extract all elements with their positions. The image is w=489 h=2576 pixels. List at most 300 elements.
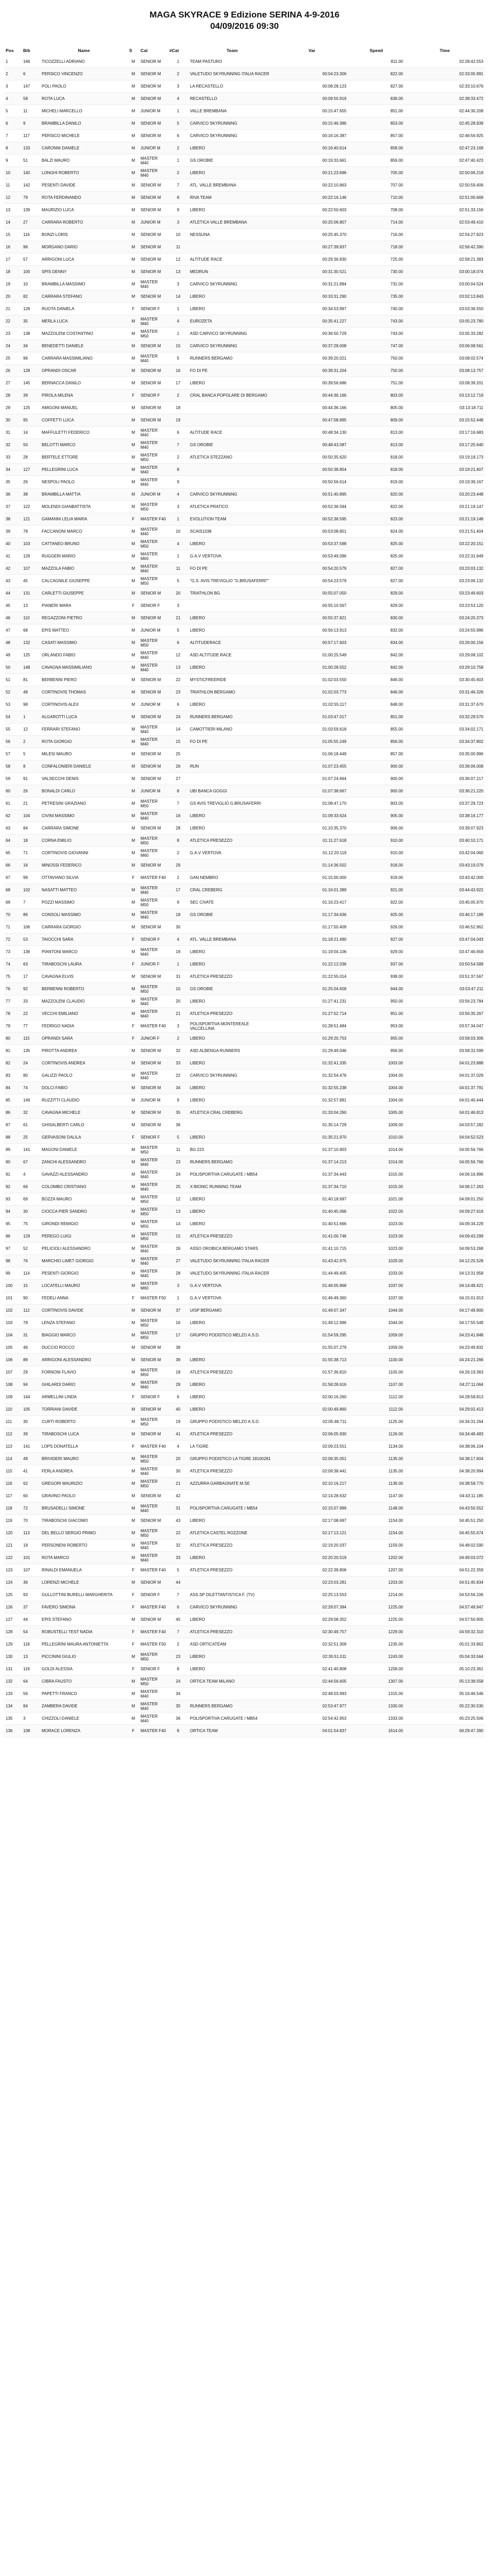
cell-cat: MASTER M40 [139, 1465, 168, 1478]
cell-sex: M [128, 822, 139, 835]
cell-var: 01:27:41.231 [276, 995, 348, 1008]
cell-name: SPIS DENNY [40, 266, 128, 278]
cell-team: ORTICA TEAM MILANO [188, 1675, 276, 1688]
cell-var: 01:37:34.710 [276, 1181, 348, 1193]
cell-sex: M [128, 785, 139, 798]
cell-pos: 72 [4, 934, 22, 946]
cell-cat: MASTER M50 [139, 835, 168, 847]
cell-pos: 114 [4, 1453, 22, 1465]
cell-sex: M [128, 488, 139, 501]
cell-time: 03:56:35.267 [405, 1008, 485, 1020]
cell-sex: M [128, 1218, 139, 1230]
cell-time: 03:17:25.640 [405, 439, 485, 451]
table-row [4, 1280, 485, 1292]
cell-time: 03:39:07.923 [405, 822, 485, 835]
cell-cat: MASTER M50 [139, 1206, 168, 1218]
cell-cat-pos: 11 [168, 241, 188, 253]
table-row [4, 884, 485, 896]
cell-sex: M [128, 563, 139, 575]
cell-name: TAIOCCHI SARA [40, 934, 128, 946]
cell-speed: 1107.00 [348, 1379, 405, 1391]
cell-pos: 87 [4, 1119, 22, 1131]
cell-time: 04:15:01.913 [405, 1292, 485, 1304]
cell-cat-pos: 8 [168, 835, 188, 847]
cell-name: MAZZOLA FABIO [40, 563, 128, 575]
cell-var: 00:48:34.130 [276, 427, 348, 439]
cell-sex: M [128, 1045, 139, 1057]
cell-sex: M [128, 476, 139, 488]
cell-cat: MASTER M60 [139, 847, 168, 859]
cell-time: 02:54:27.923 [405, 229, 485, 241]
cell-sex: M [128, 1156, 139, 1168]
cell-cat: SENIOR M [139, 674, 168, 686]
cell-bib: 30 [22, 1416, 40, 1428]
cell-pos: 1 [4, 56, 22, 68]
cell-pos: 47 [4, 624, 22, 637]
table-row [4, 1168, 485, 1181]
cell-sex: F [128, 1131, 139, 1144]
cell-cat: MASTER F50 [139, 1638, 168, 1651]
cell-speed: 842.00 [348, 649, 405, 662]
cell-cat-pos: 22 [168, 1527, 188, 1539]
cell-bib: 52 [22, 1243, 40, 1255]
cell-name: CIOCCA PIER SANDRO [40, 1206, 128, 1218]
cell-bib: 105 [22, 1403, 40, 1416]
cell-pos: 8 [4, 142, 22, 155]
cell-team: GS AVIS TREVIGLIO G.BRUSAFERRI [188, 798, 276, 810]
cell-team: GS OROBIE [188, 439, 276, 451]
cell-var: 00:35:41.227 [276, 315, 348, 328]
cell-cat-pos: 28 [168, 1267, 188, 1280]
cell-time: 03:19:21.407 [405, 464, 485, 476]
cell-sex: M [128, 216, 139, 229]
cell-cat-pos: 20 [168, 1453, 188, 1465]
cell-cat: MASTER M40 [139, 439, 168, 451]
cell-cat: MASTER M40 [139, 1168, 168, 1181]
cell-var: 01:07:38.667 [276, 785, 348, 798]
cell-team: LIBERO [188, 995, 276, 1008]
cell-cat-pos: 8 [168, 1725, 188, 1737]
cell-cat-pos: 36 [168, 1119, 188, 1131]
cell-sex: M [128, 1243, 139, 1255]
cell-team: ATLETICA PRESEZZO [188, 1539, 276, 1552]
cell-pos: 60 [4, 785, 22, 798]
cell-sex: F [128, 1032, 139, 1045]
cell-sex: M [128, 315, 139, 328]
cell-name: MERLA LUCA [40, 315, 128, 328]
cell-team: G.A.V VERTOVA [188, 550, 276, 563]
cell-team: CARVICO SKYRUNNING [188, 278, 276, 291]
cell-name: AMIGONI MANUEL [40, 402, 128, 414]
cell-var: 02:17:13.121 [276, 1527, 348, 1539]
cell-speed: 1105.00 [348, 1366, 405, 1379]
cell-pos: 56 [4, 736, 22, 748]
cell-team: CARVICO SKYRUNNING [188, 130, 276, 142]
cell-bib: 84 [22, 1700, 40, 1713]
cell-cat: MASTER M40 [139, 1008, 168, 1020]
cell-team: RUNNERS BERGAMO [188, 1156, 276, 1168]
cell-bib: 31 [22, 1329, 40, 1342]
cell-var: 01:40:18.697 [276, 1193, 348, 1206]
cell-team: VALLE BREMBANA [188, 105, 276, 117]
cell-var: 01:00:28.552 [276, 662, 348, 674]
cell-speed: 832.00 [348, 624, 405, 637]
cell-name: CORTINOVIS GIOVANNI [40, 847, 128, 859]
cell-name: BERBENNI ROBERTO [40, 983, 128, 995]
cell-time: 03:51:37.567 [405, 971, 485, 983]
cell-name: GOLDI ALESSIA [40, 1663, 128, 1675]
cell-name: CIVINI MASSIMO [40, 810, 128, 822]
cell-time: 03:36:21.220 [405, 785, 485, 798]
cell-cat: MASTER M40 [139, 1267, 168, 1280]
cell-name: PERSONENI ROBERTO [40, 1539, 128, 1552]
cell-speed: 809.00 [348, 414, 405, 427]
cell-time: 04:06:16.996 [405, 1168, 485, 1181]
cell-pos: 18 [4, 266, 22, 278]
cell-time: 04:38:58.770 [405, 1478, 485, 1490]
cell-pos: 49 [4, 649, 22, 662]
cell-bib: 106 [22, 921, 40, 934]
cell-speed: 1022.00 [348, 1206, 405, 1218]
cell-sex: M [128, 451, 139, 464]
cell-var: 00:22:16.146 [276, 192, 348, 204]
cell-var: 00:53:37.598 [276, 538, 348, 550]
cell-time: 04:14:48.421 [405, 1280, 485, 1292]
cell-pos: 93 [4, 1193, 22, 1206]
cell-bib: 13 [22, 600, 40, 612]
cell-pos: 55 [4, 723, 22, 736]
cell-pos: 45 [4, 600, 22, 612]
cell-pos: 86 [4, 1107, 22, 1119]
cell-name: TIRABOSCHI LAURA [40, 958, 128, 971]
cell-bib: 15 [22, 1280, 40, 1292]
cell-var: 02:20:20.519 [276, 1552, 348, 1564]
cell-sex: M [128, 340, 139, 352]
table-row [4, 1267, 485, 1280]
cell-team: G.A.V VERTOVA [188, 1292, 276, 1304]
cell-team: SCAIS1038 [188, 526, 276, 538]
cell-time: 03:35:00.996 [405, 748, 485, 760]
cell-pos: 67 [4, 872, 22, 884]
cell-cat: MASTER M50 [139, 896, 168, 909]
cell-time: 02:38:33.472 [405, 93, 485, 105]
cell-name: BRAMBILLA MASSIMO [40, 278, 128, 291]
cell-sex: M [128, 1502, 139, 1515]
cell-sex: M [128, 995, 139, 1008]
cell-name: MARCHIO LIMET GIORGIO [40, 1255, 128, 1267]
cell-var: 02:14:28.632 [276, 1490, 348, 1502]
cell-bib: 126 [22, 303, 40, 315]
cell-bib: 96 [22, 352, 40, 365]
cell-time: 04:45:51.250 [405, 1515, 485, 1527]
table-row [4, 253, 485, 266]
cell-var: 01:09:33.624 [276, 810, 348, 822]
cell-sex: F [128, 1626, 139, 1638]
cell-cat-pos: 22 [168, 674, 188, 686]
cell-speed: 851.00 [348, 711, 405, 723]
cell-pos: 122 [4, 1552, 22, 1564]
cell-bib: 12 [22, 723, 40, 736]
cell-name: BERNACCA DANILO [40, 377, 128, 389]
cell-time: 04:48:02.590 [405, 1539, 485, 1552]
cell-pos: 118 [4, 1502, 22, 1515]
table-row [4, 1663, 485, 1675]
cell-team: ATLETICA PRESEZZO [188, 1008, 276, 1020]
cell-cat: MASTER M40 [139, 1243, 168, 1255]
cell-speed: 811.00 [348, 56, 405, 68]
cell-speed: 919.00 [348, 872, 405, 884]
cell-bib: 13 [22, 1651, 40, 1663]
cell-bib: 140 [22, 167, 40, 179]
cell-speed: 1004.00 [348, 1070, 405, 1082]
cell-sex: M [128, 550, 139, 563]
cell-cat-pos: 22 [168, 1070, 188, 1082]
table-row [4, 538, 485, 550]
table-row [4, 1577, 485, 1589]
cell-speed: 1037.00 [348, 1292, 405, 1304]
cell-sex: F [128, 934, 139, 946]
cell-time: 03:46:17.189 [405, 909, 485, 921]
cell-speed: 900.00 [348, 785, 405, 798]
cell-name: ROBUSTELLI TEST NADIA [40, 1626, 128, 1638]
cell-cat: SENIOR F [139, 934, 168, 946]
table-row [4, 1675, 485, 1688]
cell-name: TORRIANI DAVIDE [40, 1403, 128, 1416]
cell-bib: 125 [22, 649, 40, 662]
cell-time: 04:12:25.528 [405, 1255, 485, 1267]
cell-speed: 708.00 [348, 204, 405, 216]
cell-var: 00:31:21.894 [276, 278, 348, 291]
table-row [4, 1156, 485, 1168]
cell-cat: SENIOR M [139, 377, 168, 389]
cell-team: LIBERO [188, 946, 276, 958]
cell-bib: 25 [22, 1131, 40, 1144]
cell-sex: M [128, 328, 139, 340]
cell-time: 03:43:19.079 [405, 859, 485, 872]
cell-speed: 827.00 [348, 575, 405, 587]
cell-cat-pos: 3 [168, 80, 188, 93]
cell-pos: 100 [4, 1280, 22, 1292]
table-row [4, 1032, 485, 1045]
cell-cat: MASTER M40 [139, 476, 168, 488]
cell-time: 03:24:55.996 [405, 624, 485, 637]
cell-name: ROTA GIORGIO [40, 736, 128, 748]
cell-cat-pos: 7 [168, 439, 188, 451]
cell-speed: 818.00 [348, 451, 405, 464]
cell-bib: 98 [22, 699, 40, 711]
cell-name: BERBENNI PIERO [40, 674, 128, 686]
cell-bib: 144 [22, 1391, 40, 1403]
cell-var: 04:01:54.837 [276, 1725, 348, 1737]
cell-cat: MASTER M50 [139, 1193, 168, 1206]
cell-cat-pos: 1 [168, 155, 188, 167]
cell-time: 03:58:31.599 [405, 1045, 485, 1057]
cell-cat-pos: 26 [168, 760, 188, 773]
cell-pos: 5 [4, 105, 22, 117]
table-row [4, 1614, 485, 1626]
cell-var: 02:23:03.281 [276, 1577, 348, 1589]
cell-team [188, 773, 276, 785]
cell-bib: 136 [22, 946, 40, 958]
cell-var: 01:35:14.729 [276, 1119, 348, 1131]
table-row [4, 1651, 485, 1663]
cell-pos: 135 [4, 1713, 22, 1725]
cell-var: 01:35:21.970 [276, 1131, 348, 1144]
cell-time: 03:24:20.373 [405, 612, 485, 624]
cell-team: LIBERO [188, 1032, 276, 1045]
cell-time: 03:46:52.962 [405, 921, 485, 934]
cell-cat-pos: 13 [168, 662, 188, 674]
table-row [4, 291, 485, 303]
cell-cat: MASTER M40 [139, 155, 168, 167]
cell-speed: 906.00 [348, 822, 405, 835]
table-row [4, 859, 485, 872]
cell-sex: M [128, 760, 139, 773]
cell-team: TRIATHLON BG [188, 587, 276, 600]
cell-cat-pos: 2 [168, 142, 188, 155]
table-row [4, 760, 485, 773]
cell-var: 01:32:54.476 [276, 1070, 348, 1082]
cell-name: EPIS MATTEO [40, 624, 128, 637]
cell-bib: 141 [22, 1144, 40, 1156]
cell-cat-pos: 3 [168, 1280, 188, 1292]
cell-pos: 50 [4, 662, 22, 674]
cell-name: POLI PAOLO [40, 80, 128, 93]
cell-var: 00:50:35.620 [276, 451, 348, 464]
cell-team: ATLETICA PRESEZZO [188, 1428, 276, 1440]
cell-sex: M [128, 612, 139, 624]
table-row [4, 155, 485, 167]
cell-speed: 918.00 [348, 859, 405, 872]
cell-var: 01:11:27.618 [276, 835, 348, 847]
cell-team: LIBERO [188, 377, 276, 389]
table-row [4, 427, 485, 439]
cell-speed: 1023.00 [348, 1230, 405, 1243]
cell-speed: 927.00 [348, 934, 405, 946]
cell-speed: 707.00 [348, 179, 405, 192]
cell-team: RUNNERS BERGAMO [188, 352, 276, 365]
table-row [4, 241, 485, 253]
cell-var: 01:14:36.502 [276, 859, 348, 872]
cell-time: 02:56:42.390 [405, 241, 485, 253]
cell-speed: 1135.00 [348, 1453, 405, 1465]
cell-var: 01:02:03.773 [276, 686, 348, 699]
table-row [4, 1589, 485, 1601]
col-header-var: Var [308, 48, 316, 53]
cell-sex: M [128, 93, 139, 105]
cell-speed: 1159.00 [348, 1539, 405, 1552]
cell-time: 03:23:53.120 [405, 600, 485, 612]
cell-time: 03:03:36.550 [405, 303, 485, 315]
cell-time: 03:29:08.102 [405, 649, 485, 662]
cell-var: 02:41:40.808 [276, 1663, 348, 1675]
cell-sex: M [128, 1342, 139, 1354]
cell-speed: 953.00 [348, 1020, 405, 1032]
cell-pos: 28 [4, 389, 22, 402]
cell-cat: MASTER M40 [139, 1688, 168, 1700]
cell-bib: 133 [22, 142, 40, 155]
cell-bib: 28 [22, 451, 40, 464]
cell-time: 04:09:34.229 [405, 1218, 485, 1230]
cell-cat: MASTER M40 [139, 662, 168, 674]
cell-sex: M [128, 1675, 139, 1688]
cell-time: 05:16:46.546 [405, 1688, 485, 1700]
cell-sex: M [128, 649, 139, 662]
cell-var: 01:02:55.117 [276, 699, 348, 711]
cell-cat: SENIOR M [139, 130, 168, 142]
cell-time: 03:40:10.171 [405, 835, 485, 847]
cell-cat: MASTER M50 [139, 1416, 168, 1428]
cell-speed: 735.00 [348, 291, 405, 303]
cell-var: 00:50:38.854 [276, 464, 348, 476]
cell-var: 00:29:36.830 [276, 253, 348, 266]
cell-bib: 35 [22, 315, 40, 328]
cell-speed: 944.00 [348, 983, 405, 995]
cell-sex: F [128, 513, 139, 526]
cell-var: 00:52:36.595 [276, 513, 348, 526]
cell-var: 01:16:23.417 [276, 896, 348, 909]
cell-pos: 115 [4, 1465, 22, 1478]
cell-var: 00:22:10.863 [276, 179, 348, 192]
cell-sex: M [128, 130, 139, 142]
cell-name: CAVAGNA MASSIMILIANO [40, 662, 128, 674]
cell-bib: 21 [22, 798, 40, 810]
cell-pos: 108 [4, 1379, 22, 1391]
cell-cat: SENIOR M [139, 1428, 168, 1440]
cell-var: 00:19:33.661 [276, 155, 348, 167]
cell-name: CATTANEO BRUNO [40, 538, 128, 550]
cell-cat: MASTER M40 [139, 1552, 168, 1564]
cell-time: 03:05:33.282 [405, 328, 485, 340]
cell-name: BRUSADELLI SIMONE [40, 1502, 128, 1515]
cell-pos: 26 [4, 365, 22, 377]
cell-sex: M [128, 1168, 139, 1181]
cell-bib: 147 [22, 80, 40, 93]
table-row [4, 402, 485, 414]
cell-bib: 11 [22, 105, 40, 117]
cell-team: ATLETICA PRESEZZO [188, 1366, 276, 1379]
cell-cat-pos: 29 [168, 859, 188, 872]
cell-cat-pos: 17 [168, 377, 188, 389]
table-row [4, 1342, 485, 1354]
table-row [4, 1539, 485, 1552]
cell-speed: 1154.00 [348, 1515, 405, 1527]
cell-sex: M [128, 538, 139, 550]
cell-var: 02:15:07.999 [276, 1502, 348, 1515]
cell-sex: F [128, 1601, 139, 1614]
cell-cat-pos: 8 [168, 464, 188, 476]
table-header-row [4, 45, 485, 56]
table-row [4, 958, 485, 971]
cell-bib: 146 [22, 56, 40, 68]
cell-cat: SENIOR M [139, 711, 168, 723]
cell-var: 02:10:16.217 [276, 1478, 348, 1490]
cell-pos: 12 [4, 192, 22, 204]
cell-var: 00:15:46.386 [276, 117, 348, 130]
cell-bib: 44 [22, 1614, 40, 1626]
cell-time: 03:08:13.757 [405, 365, 485, 377]
cell-var: 02:35:51.011 [276, 1651, 348, 1663]
cell-sex: M [128, 1119, 139, 1131]
cell-time: 04:09:01.250 [405, 1193, 485, 1206]
cell-speed: 846.00 [348, 674, 405, 686]
table-row [4, 1478, 485, 1490]
cell-pos: 107 [4, 1366, 22, 1379]
cell-sex: M [128, 971, 139, 983]
table-row [4, 80, 485, 93]
cell-sex: M [128, 56, 139, 68]
table-row [4, 1119, 485, 1131]
